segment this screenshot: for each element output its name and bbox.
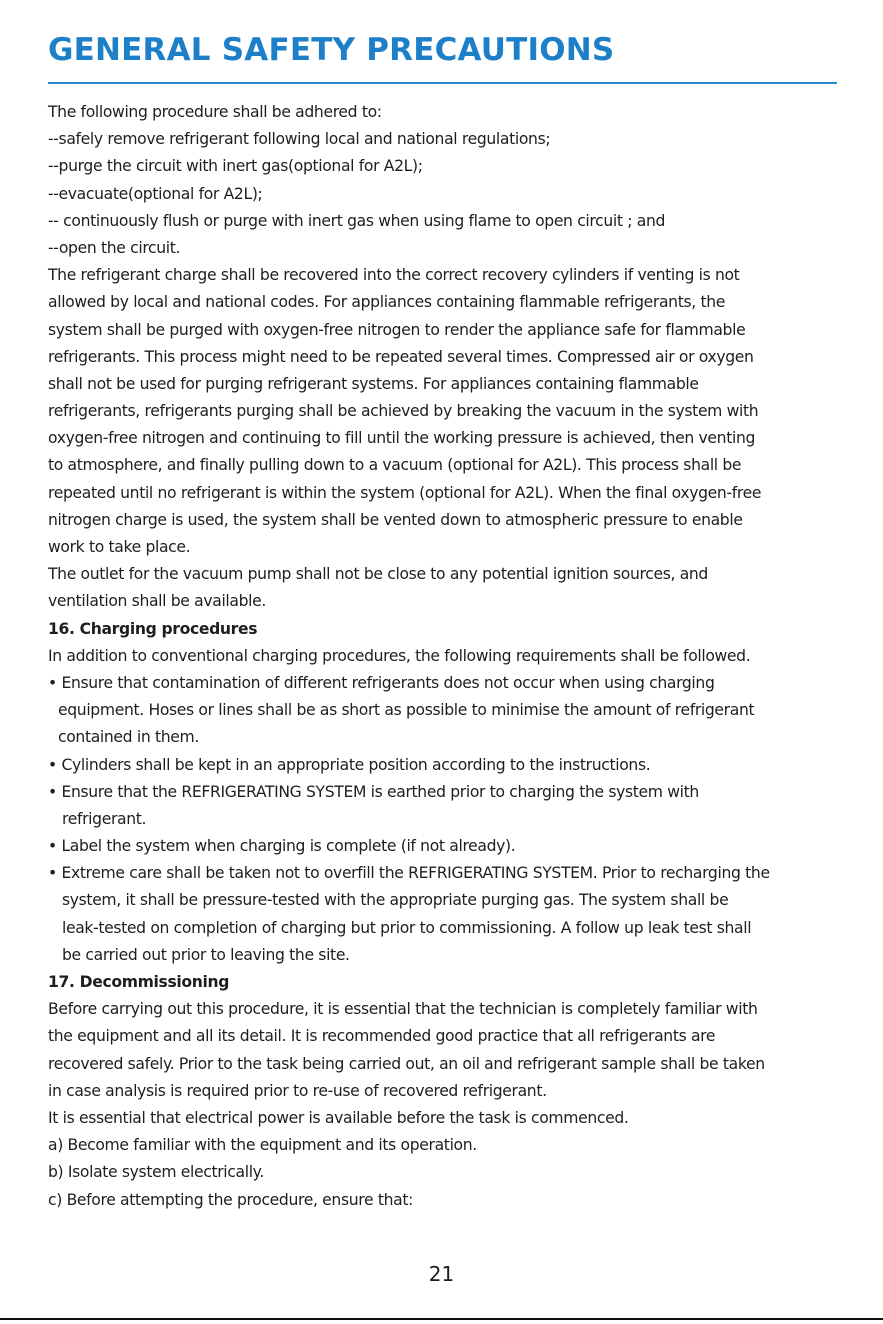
body-line: --purge the circuit with inert gas(optional for A2L);: [48, 157, 423, 176]
body-line: work to take place.: [48, 538, 191, 556]
bullet-item: • Extreme care shall be taken not to overfill the REFRIGERATING SYSTEM. Prior to recharging the: [48, 864, 770, 883]
body-line: refrigerants, refrigerants purging shall be achieved by breaking the vacuum in the system with: [48, 402, 759, 421]
body-line: refrigerants. This process might need to be repeated several times. Compressed air or oxygen: [48, 347, 754, 366]
list-item-b: b) Isolate system electrically.: [48, 1163, 264, 1182]
bullet-continuation: contained in them.: [58, 728, 199, 747]
bullet-item: • Ensure that the REFRIGERATING SYSTEM is earthed prior to charging the system with: [48, 782, 699, 801]
title-divider: [48, 82, 837, 84]
document-body: [48, 99, 848, 1214]
body-line: in case analysis is required prior to re-use of recovered refrigerant.: [48, 1081, 547, 1100]
body-line: to atmosphere, and finally pulling down to a vacuum (optional for A2L). This process shall be: [48, 456, 742, 475]
list-item-a: a) Become familiar with the equipment and its operation.: [48, 1136, 477, 1155]
bullet-continuation: leak-tested on completion of charging but prior to commissioning. A follow up leak test shall: [62, 918, 752, 937]
body-line: It is essential that electrical power is available before the task is commenced.: [48, 1108, 629, 1127]
bullet-item: • Ensure that contamination of different refrigerants does not occur when using charging: [48, 673, 715, 692]
body-line: repeated until no refrigerant is within the system (optional for A2L). When the final oxygen-free: [48, 483, 762, 502]
page-number: 21: [428, 1262, 455, 1286]
bullet-continuation: refrigerant.: [62, 809, 147, 828]
bullet-continuation: equipment. Hoses or lines shall be as short as possible to minimise the amount of refrigerant: [58, 701, 755, 720]
bullet-continuation: be carried out prior to leaving the site.: [62, 945, 350, 964]
body-line: --open the circuit.: [48, 238, 181, 257]
body-line: Before carrying out this procedure, it is essential that the technician is completely familiar with: [48, 1000, 758, 1019]
bullet-continuation: system, it shall be pressure-tested with the appropriate purging gas. The system shall be: [62, 891, 729, 910]
section-heading-charging-procedures: 16. Charging procedures: [48, 619, 258, 638]
bullet-item: • Label the system when charging is complete (if not already).: [48, 837, 516, 856]
body-line: allowed by local and national codes. For appliances containing flammable refrigerants, the: [48, 293, 725, 312]
list-item-c: c) Before attempting the procedure, ensure that:: [48, 1190, 414, 1209]
body-line: ventilation shall be available.: [48, 592, 266, 611]
bullet-item: • Cylinders shall be kept in an appropriate position according to the instructions.: [48, 755, 651, 774]
body-line: shall not be used for purging refrigerant systems. For appliances containing flammable: [48, 374, 699, 393]
bottom-divider: [0, 1318, 883, 1320]
body-line: oxygen-free nitrogen and continuing to fill until the working pressure is achieved, then venting: [48, 429, 756, 448]
body-line: the equipment and all its detail. It is recommended good practice that all refrigerants are: [48, 1027, 716, 1046]
body-line: system shall be purged with oxygen-free nitrogen to render the appliance safe for flammable: [48, 320, 746, 339]
body-line: recovered safely. Prior to the task being carried out, an oil and refrigerant sample shall be taken: [48, 1054, 765, 1073]
body-line: -- continuously flush or purge with inert gas when using flame to open circuit ; and: [48, 211, 666, 230]
body-line: nitrogen charge is used, the system shall be vented down to atmospheric pressure to enable: [48, 510, 743, 529]
body-line: In addition to conventional charging procedures, the following requirements shall be followed.: [48, 646, 751, 665]
body-line: The following procedure shall be adhered to:: [48, 103, 382, 121]
body-line: The outlet for the vacuum pump shall not be close to any potential ignition sources, and: [48, 565, 708, 584]
section-heading-decommissioning: 17. Decommissioning: [48, 973, 230, 991]
body-line: --evacuate(optional for A2L);: [48, 184, 263, 203]
body-line: The refrigerant charge shall be recovered into the correct recovery cylinders if venting is not: [48, 266, 740, 285]
page-title: GENERAL SAFETY PRECAUTIONS: [48, 32, 615, 68]
body-line: --safely remove refrigerant following local and national regulations;: [48, 130, 551, 149]
